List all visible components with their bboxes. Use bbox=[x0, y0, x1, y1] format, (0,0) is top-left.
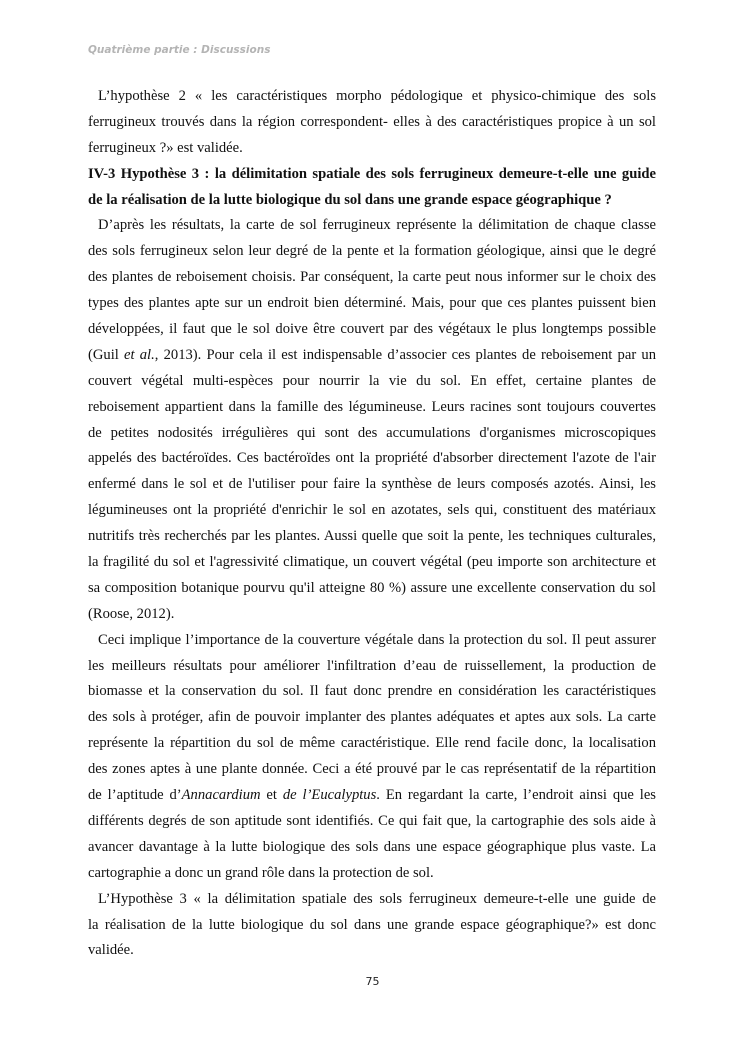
text-line bbox=[88, 239, 656, 265]
text-segment: avancer davantage à la lutte biologique des sols dans une espace géographique plus vaste. La bbox=[88, 838, 656, 855]
text-segment: des sols ferrugineux selon leur degré de la pente et la formation géologique, ainsi que le degré bbox=[88, 243, 656, 260]
text-segment: de petites nodosités irrégulières qui sont des accumulations d'organismes microscopiques bbox=[88, 424, 656, 441]
text-segment: la fragilité du sol et l'agressivité climatique, un couvert végétal (peu importe son architecture et bbox=[88, 554, 656, 571]
text-segment: IV-3 Hypothèse 3 : la délimitation spatiale des sols ferrugineux demeure-t-elle une guide bbox=[88, 165, 656, 182]
text-line bbox=[88, 550, 656, 576]
text-line bbox=[88, 679, 656, 705]
text-segment: enfermé dans le sol et de l'utiliser pour faire la synthèse de leurs composés azotés. Ainsi, les bbox=[88, 476, 656, 493]
text-segment: Ceci implique l’importance de la couverture végétale dans la protection du sol. Il peut assurer bbox=[98, 631, 656, 648]
text-line bbox=[88, 705, 656, 731]
text-line bbox=[88, 783, 656, 809]
text-line bbox=[88, 317, 656, 343]
text-line bbox=[88, 343, 656, 369]
text-line bbox=[88, 913, 656, 939]
text-line bbox=[88, 213, 656, 239]
text-line bbox=[88, 265, 656, 291]
text-segment: développées, il faut que le sol doive être couvert par des végétaux le plus longtemps possible bbox=[88, 321, 656, 338]
text-segment: des sols à protéger, afin de pouvoir implanter des plantes adéquates et aptes aux sols. La carte bbox=[88, 709, 656, 726]
text-segment: couvert végétal multi-espèces pour nourrir la vie du sol. En effet, certaine plantes de bbox=[88, 372, 656, 389]
text-line bbox=[88, 602, 656, 628]
text-segment: représente la répartition du sol de même caractéristique. Elle rend facile donc, la localisation bbox=[88, 735, 656, 752]
text-segment: D’après les résultats, la carte de sol ferrugineux représente la délimitation de chaque classe bbox=[98, 217, 656, 234]
text-line bbox=[88, 291, 656, 317]
text-line bbox=[88, 498, 656, 524]
text-line bbox=[88, 136, 656, 162]
italic-text: de l’Eucalyptus bbox=[282, 787, 377, 804]
document-body bbox=[88, 84, 656, 964]
text-segment: L’Hypothèse 3 « la délimitation spatiale des sols ferrugineux demeure-t-elle une guide de bbox=[98, 890, 656, 907]
text-line bbox=[88, 446, 656, 472]
text-line bbox=[88, 576, 656, 602]
text-segment: de la réalisation de la lutte biologique du sol dans une grande espace géographique ? bbox=[88, 191, 612, 208]
text-segment: les meilleurs résultats pour améliorer l'infiltration d’eau de ruissellement, la production de bbox=[88, 657, 656, 674]
text-line bbox=[88, 628, 656, 654]
text-segment: cartographie a donc un grand rôle dans la protection de sol. bbox=[88, 864, 434, 881]
text-line bbox=[88, 421, 656, 447]
text-segment: des plantes de reboisement choisis. Par conséquent, la carte peut nous informer sur le choix des bbox=[88, 269, 656, 286]
text-segment: (Roose, 2012). bbox=[88, 605, 175, 622]
text-line bbox=[88, 369, 656, 395]
text-line bbox=[88, 84, 656, 110]
section-heading-line bbox=[88, 162, 656, 188]
text-line bbox=[88, 395, 656, 421]
text-segment: reboisement appartient dans la famille des légumineuse. Leurs racines sont toujours couvertes bbox=[88, 398, 656, 415]
text-segment: ferrugineux ?» est validée. bbox=[88, 139, 243, 156]
text-segment: biomasse et la conservation du sol. Il faut donc prendre en considération les caractéristiques bbox=[88, 683, 656, 700]
text-segment: L’hypothèse 2 « les caractéristiques morpho pédologique et physico-chimique des sols bbox=[98, 88, 656, 104]
text-segment: des zones aptes à une plante donnée. Ceci a été prouvé par le cas représentatif de la répartition bbox=[88, 761, 656, 778]
running-header: Quatrième partie : Discussions bbox=[88, 44, 271, 56]
section-heading-line bbox=[88, 188, 656, 214]
text-segment: , 2013). Pour cela il est indispensable d’associer ces plantes de reboisement par un bbox=[154, 346, 656, 363]
text-segment: légumineuses ont la propriété d'enrichir le sol en azotates, sels qui, constituent des matériaux bbox=[88, 502, 656, 519]
text-line bbox=[88, 654, 656, 680]
text-segment: (Guil bbox=[88, 346, 125, 363]
text-line bbox=[88, 809, 656, 835]
text-line bbox=[88, 524, 656, 550]
text-segment: et bbox=[260, 787, 283, 804]
text-line bbox=[88, 835, 656, 861]
text-line bbox=[88, 887, 656, 913]
text-segment: appelés des bactéroïdes. Ces bactéroïdes ont la propriété d'absorber directement l'azote de l'air bbox=[88, 450, 656, 467]
text-segment: . En regardant la carte, l’endroit ainsi que les bbox=[376, 787, 656, 804]
text-segment: la réalisation de la lutte biologique du sol dans une grande espace géographique?» est donc bbox=[88, 916, 656, 933]
text-line bbox=[88, 861, 656, 887]
text-line bbox=[88, 938, 656, 964]
text-segment: de l’aptitude d’ bbox=[88, 787, 182, 804]
text-line bbox=[88, 731, 656, 757]
page-number: 75 bbox=[365, 975, 380, 988]
text-segment: nutritifs très recherchés par les plantes. Aussi quelle que soit la pente, les techniques culturales, bbox=[88, 528, 656, 545]
text-line bbox=[88, 110, 656, 136]
italic-text: Annacardium bbox=[181, 787, 261, 804]
text-line bbox=[88, 472, 656, 498]
text-segment: ferrugineux trouvés dans la région correspondent- elles à des caractéristiques propice à un sol bbox=[88, 113, 656, 130]
text-segment: types des plantes apte sur un endroit bien déterminé. Mais, pour que ces plantes puissent bien bbox=[88, 295, 656, 312]
italic-text: et al. bbox=[124, 346, 155, 363]
text-segment: différents degrés de son aptitude sont identifiés. Ce qui fait que, la cartographie des sols aide à bbox=[88, 812, 656, 829]
text-segment: validée. bbox=[88, 942, 134, 959]
text-segment: sa composition botanique pourvu qu'il atteigne 80 %) assure une excellente conservation du sol bbox=[88, 579, 656, 596]
text-line bbox=[88, 757, 656, 783]
